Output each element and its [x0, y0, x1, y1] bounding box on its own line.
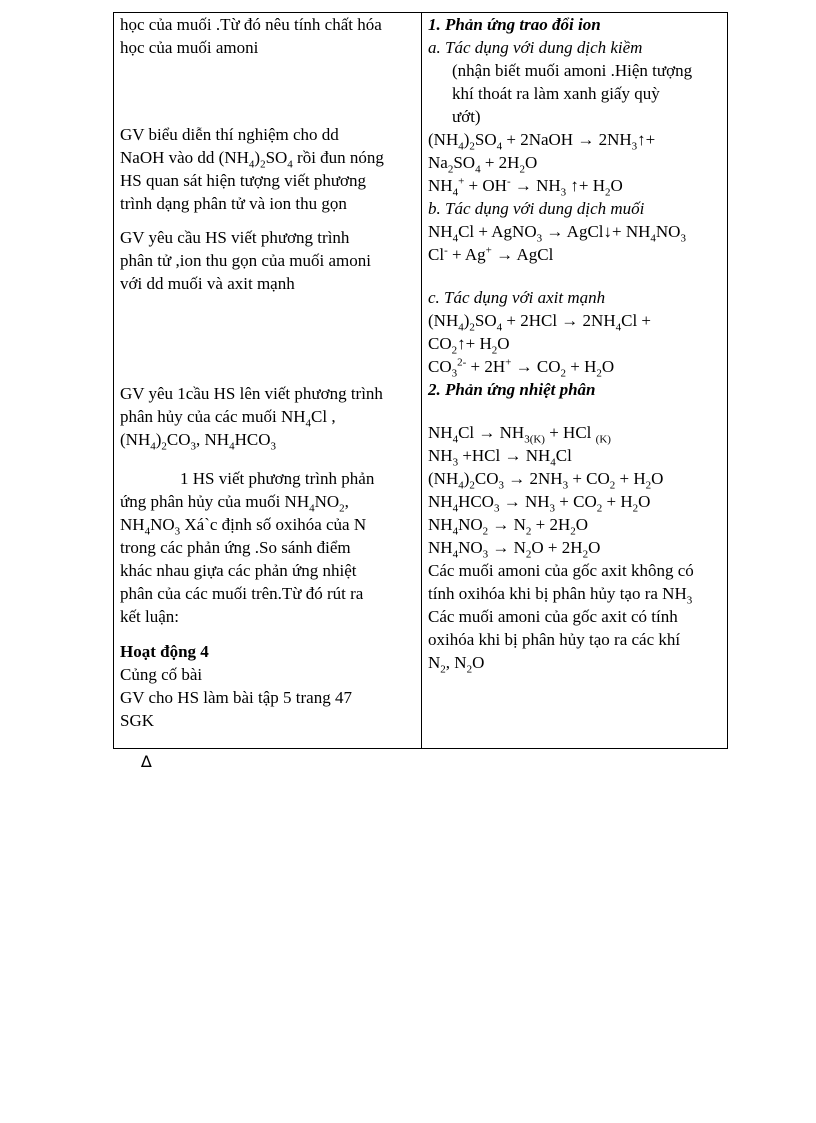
subsection-title: c. Tác dụng với axit mạnh	[428, 288, 606, 307]
equation: $Na_2SO_4 + 2H_2O$	[428, 153, 538, 176]
text-line: NaOH vào dd $(NH_4)_2SO_4$ rồi đun nóng	[120, 148, 384, 171]
equation: $(NH_4)_2SO_4 + 2HCl \to 2NH_4Cl$ +	[428, 311, 652, 334]
text-line: học của muối amoni	[120, 38, 259, 57]
text-line: GV yêu 1cầu HS lên viết phương trình	[120, 384, 383, 403]
text-line: ứng phân hủy của muối $NH_4NO_2$,	[120, 492, 349, 515]
text-line: 1 HS viết phương trình phản	[180, 469, 375, 488]
equation: $NH_3 +HCl \to NH_4Cl$	[428, 446, 572, 469]
text-line: với dd muối và axit mạnh	[120, 274, 295, 293]
subsection-title: a. Tác dụng với dung dịch kiềm	[428, 38, 643, 57]
text-line: $N_2$, $N_2O$	[428, 653, 485, 676]
text-line: GV yêu cầu HS viết phương trình	[120, 228, 350, 247]
text-line: trình dạng phân tử và ion thu gọn	[120, 194, 347, 213]
text-line: phân của các muối trên.Từ đó rút ra	[120, 584, 364, 603]
text-line: SGK	[120, 711, 155, 730]
equation: $(NH_4)_2SO_4$ + 2NaOH → $2NH_3↑+$	[428, 130, 656, 153]
equation: $(NH_4)_2CO_3 \to 2NH_3 + CO_2 + H_2O$	[428, 469, 664, 492]
text-line: phân hủy của các muối $NH_4Cl$ ,	[120, 407, 336, 430]
equation: $NH_4Cl$ + AgNO$_3$ → AgCl↓+ $NH_4NO_3$	[428, 222, 686, 245]
equation: $NH_4NO_3 \to N_2O + 2H_2O$	[428, 538, 601, 561]
equation: $CO_2↑+ H_2O$	[428, 334, 510, 357]
equation: Cl- + Ag+ → AgCl	[428, 244, 554, 264]
delta-symbol: ∆	[141, 752, 152, 771]
text-line: $NH_4NO_3$ Xá`c định số oxihóa của N	[120, 515, 367, 538]
text-line: (nhận biết muối amoni .Hiện tượng	[452, 61, 693, 80]
text-line: phân tử ,ion thu gọn của muối amoni	[120, 251, 371, 270]
text-line: oxihóa khi bị phân hủy tạo ra các khí	[428, 630, 681, 649]
text-line: Các muối amoni của gốc axit có tính	[428, 607, 678, 626]
text-line: GV biểu diễn thí nghiệm cho dd	[120, 125, 339, 144]
text-line: khác nhau giựa các phản ứng nhiệt	[120, 561, 357, 580]
text-line: Các muối amoni của gốc axit không có	[428, 561, 694, 580]
equation: $NH_4HCO_3 \to NH_3 + CO_2 + H_2O$	[428, 492, 651, 515]
text-line: tính oxihóa khi bị phân hủy tạo ra $NH_3$	[428, 584, 693, 607]
equation: $NH_4Cl \to NH_{3(K)}$ + HCl $_{(K)}$	[428, 423, 611, 446]
text-line: khí thoát ra làm xanh giấy quỳ	[452, 84, 660, 103]
activity-title: Hoạt động 4	[120, 642, 209, 661]
lesson-table	[113, 12, 728, 749]
text-line: Củng cố bài	[120, 665, 203, 684]
text-line: HS quan sát hiện tượng viết phương	[120, 171, 367, 190]
text-line: $(NH_4)_2CO_3$, $NH_4HCO_3$	[120, 430, 276, 453]
subsection-title: b. Tác dụng với dung dịch muối	[428, 199, 645, 218]
equation: $CO_3^{2-} + 2H^+ \to CO_2 + H_2O$	[428, 356, 615, 380]
text-line: trong các phản ứng .So sánh điểm	[120, 538, 351, 557]
section-heading: 2. Phản ứng nhiệt phân	[428, 380, 596, 399]
text-line: kết luận:	[120, 607, 180, 626]
text-line: học của muối .Từ đó nêu tính chất hóa	[120, 15, 382, 34]
equation: $NH_4NO_2 \to N_2 + 2H_2O$	[428, 515, 589, 538]
section-heading: 1. Phản ứng trao đổi ion	[428, 15, 601, 34]
equation: $NH_4^+ + OH^- \to NH_3$ ↑+ $H_2O$	[428, 175, 623, 199]
text-line: ướt)	[452, 107, 481, 126]
content-column	[422, 13, 728, 749]
text-line: GV cho HS làm bài tập 5 trang 47	[120, 688, 352, 707]
teacher-column	[114, 13, 422, 749]
